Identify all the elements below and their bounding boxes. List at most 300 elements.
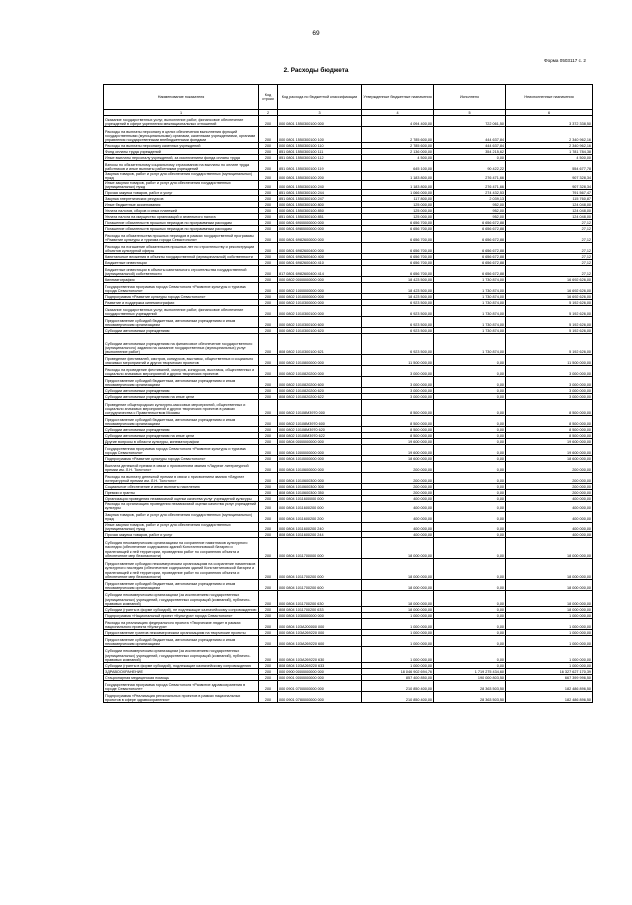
table-row (104, 283, 593, 294)
row-executed: 1 730 874,00 (434, 294, 506, 300)
row-indicator-name: Иные бюджетные ассигнования (104, 202, 259, 208)
row-unexecuted: 5 192 626,00 (506, 306, 593, 317)
table-row (104, 691, 593, 702)
row-indicator-name: Предоставление субсидий бюджетным, автономным учреждениям и иным некоммерческим организациям (104, 377, 259, 388)
row-executed: 1 730 874,00 (434, 306, 506, 317)
row-approved: 1 000 000,00 (362, 612, 434, 618)
row-approved: 1 066 000,00 (362, 190, 434, 196)
row-indicator-name: Уплата налога на имущество организаций и земельного налога (104, 214, 259, 220)
row-unexecuted: 8 500 000,00 (506, 433, 593, 439)
table-row (104, 537, 593, 558)
row-executed: 722 061,50 (434, 116, 506, 127)
row-line-code: 200 (259, 127, 278, 143)
row-classification-code: 851 0801 1550300100 244 (278, 190, 362, 196)
row-executed: 0,00 (434, 531, 506, 537)
row-executed: 1 730 874,00 (434, 300, 506, 306)
row-executed: 0,00 (434, 484, 506, 490)
row-unexecuted: 3 000 000,00 (506, 366, 593, 377)
row-indicator-name: Закупка энергетических ресурсов (104, 196, 259, 202)
row-line-code: 200 (259, 116, 278, 127)
row-executed: 0,00 (434, 629, 506, 635)
row-approved: 117 800,00 (362, 196, 434, 202)
row-executed: 0,00 (434, 606, 506, 612)
row-approved: 18 423 500,00 (362, 283, 434, 294)
row-line-code: 200 (259, 328, 278, 334)
row-indicator-name: Закупка товаров, работ и услуг для обеспечения государственных (муниципальных) нужд (104, 172, 259, 181)
row-line-code: 200 (259, 317, 278, 328)
row-approved: 210 850 400,00 (362, 691, 434, 702)
row-classification-code: 000 0804 1011700200 000 (278, 558, 362, 579)
expenditure-table (103, 84, 593, 703)
row-line-code: 200 (259, 445, 278, 456)
row-classification-code: 000 0801 1550300100 110 (278, 143, 362, 149)
row-executed: 0,00 (434, 646, 506, 662)
row-approved: 6 656 700,00 (362, 254, 434, 260)
row-classification-code: 000 0802 1010820200 620 (278, 388, 362, 394)
row-line-code: 200 (259, 232, 278, 243)
row-line-code: 200 (259, 511, 278, 522)
row-executed: 1 730 874,00 (434, 328, 506, 334)
row-indicator-name: Погашение обязательств прошлых периодов по программным расходам (104, 220, 259, 226)
table-row (104, 416, 593, 427)
row-indicator-name: Предоставление грантов некоммерческим организациям на творческие проекты (104, 629, 259, 635)
row-line-code: 200 (259, 334, 278, 355)
row-approved: 3 000 000,00 (362, 366, 434, 377)
row-classification-code: 000 0801 6980000000 000 (278, 226, 362, 232)
row-classification-code: 000 0801 1550300100 850 (278, 208, 362, 214)
table-row (104, 366, 593, 377)
row-executed: 0,00 (434, 612, 506, 618)
row-classification-code: 000 0901 0780000000 000 (278, 691, 362, 702)
row-unexecuted: 27,12 (506, 220, 593, 226)
row-indicator-name: Субсидии автономным учреждениям на иные цели (104, 433, 259, 439)
row-unexecuted: 1 000 000,00 (506, 662, 593, 668)
header-classification-code: Код расхода по бюджетной классификации (278, 85, 362, 110)
table-row (104, 161, 593, 172)
row-executed: 0,00 (434, 618, 506, 629)
page-number: 69 (312, 30, 320, 37)
row-line-code: 200 (259, 427, 278, 433)
row-line-code: 200 (259, 260, 278, 266)
table-row (104, 579, 593, 590)
row-line-code: 200 (259, 394, 278, 400)
row-unexecuted: 27,12 (506, 243, 593, 254)
row-line-code: 200 (259, 306, 278, 317)
row-approved: 1 183 800,00 (362, 172, 434, 181)
row-indicator-name: Государственная программа города Севастополя «Развитие здравоохранения в городе Севастополе» (104, 680, 259, 691)
row-indicator-name: Закупка товаров, работ и услуг для обеспечения государственных (муниципальных) нужд (104, 511, 259, 522)
row-classification-code: 851 0801 1550300100 111 (278, 149, 362, 155)
row-approved: 400 000,00 (362, 502, 434, 511)
row-unexecuted: 16 327 627 170,39 (506, 668, 593, 674)
table-row (104, 181, 593, 190)
row-executed: 6 656 672,88 (434, 243, 506, 254)
row-line-code: 200 (259, 439, 278, 445)
row-unexecuted: 18 000 000,00 (506, 579, 593, 590)
row-indicator-name: Субсидии автономным учреждениям на иные цели (104, 394, 259, 400)
row-indicator-name: Иные закупки товаров, работ и услуг для обеспечения государственных (муниципальных) нужд (104, 181, 259, 190)
row-executed: 0,00 (434, 558, 506, 579)
row-line-code: 200 (259, 226, 278, 232)
row-classification-code: 000 0804 1011700000 000 (278, 537, 362, 558)
row-unexecuted: 791 567,47 (506, 190, 593, 196)
row-approved: 18 600 000,00 (362, 456, 434, 462)
row-approved: 18 046 902 694,76 (362, 668, 434, 674)
row-unexecuted: 27,12 (506, 232, 593, 243)
row-executed: 444 637,84 (434, 143, 506, 149)
row-approved: 200 000,00 (362, 473, 434, 484)
row-executed: 28 363 503,50 (434, 691, 506, 702)
row-line-code: 200 (259, 355, 278, 366)
row-unexecuted: 27,12 (506, 260, 593, 266)
table-row (104, 400, 593, 416)
row-line-code: 200 (259, 266, 278, 277)
row-line-code: 200 (259, 691, 278, 702)
row-classification-code: 000 0802 1010300100 000 (278, 306, 362, 317)
row-approved: 857 400 850,00 (362, 674, 434, 680)
row-indicator-name: Социальное обеспечение и иные выплаты населению (104, 484, 259, 490)
row-approved: 6 656 700,00 (362, 226, 434, 232)
row-executed: 6 656 672,88 (434, 226, 506, 232)
row-indicator-name: Субсидии (гранты в форме субсидий), не подлежащие казначейскому сопровождению (104, 606, 259, 612)
row-unexecuted: 18 000 000,00 (506, 558, 593, 579)
row-unexecuted: 16 692 626,00 (506, 294, 593, 300)
row-indicator-name: Государственная программа города Севастополя «Развитие культуры и туризма города Севастополя» (104, 445, 259, 456)
row-unexecuted: 5 192 626,00 (506, 317, 593, 328)
table-row (104, 522, 593, 531)
row-indicator-name: Иные закупки товаров, работ и услуг для обеспечения государственных (муниципальных) нужд (104, 522, 259, 531)
row-indicator-name: Бюджетные инвестиции в объекты капитального строительства государственной (муниципальной) собственности (104, 266, 259, 277)
row-line-code: 200 (259, 612, 278, 618)
header-line-code: Код строки (259, 85, 278, 110)
row-line-code: 200 (259, 456, 278, 462)
row-unexecuted: 400 000,00 (506, 502, 593, 511)
row-indicator-name: Проведение фестивалей, смотров, конкурсов, выставок, общественных и социально значимых мероприятий и других творческих проектов (104, 355, 259, 366)
row-approved: 3 000 000,00 (362, 377, 434, 388)
row-line-code: 200 (259, 646, 278, 662)
row-indicator-name: ЗДРАВООХРАНЕНИЕ (104, 668, 259, 674)
row-executed: 0,00 (434, 537, 506, 558)
row-classification-code: 000 0801 6982600400 000 (278, 243, 362, 254)
row-indicator-name: Расходы на обязательства прошлых периодов в рамках государственной программы «Развитие культуры и туризма города Севастополя» (104, 232, 259, 243)
table-row (104, 355, 593, 366)
row-line-code: 200 (259, 502, 278, 511)
row-executed: 0,00 (434, 445, 506, 456)
row-unexecuted: 1 781 784,38 (506, 149, 593, 155)
row-classification-code: 000 0801 6982600400 400 (278, 254, 362, 260)
row-unexecuted: 1 000 000,00 (506, 618, 593, 629)
row-line-code: 200 (259, 558, 278, 579)
row-unexecuted: 554 677,78 (506, 161, 593, 172)
row-approved: 8 500 000,00 (362, 400, 434, 416)
row-approved: 1 000 000,00 (362, 635, 434, 646)
row-executed: 90 422,22 (434, 161, 506, 172)
row-approved: 400 000,00 (362, 511, 434, 522)
row-indicator-name: Развитие и поддержка кинематографии (104, 300, 259, 306)
table-row (104, 635, 593, 646)
row-executed: 0,00 (434, 377, 506, 388)
row-classification-code: 000 0804 1011700200 630 (278, 590, 362, 606)
row-line-code: 200 (259, 181, 278, 190)
row-indicator-name: Погашение обязательств прошлых периодов по программным расходам (104, 226, 259, 232)
row-classification-code: 817 0801 6982600400 414 (278, 266, 362, 277)
row-indicator-name: Расходы на организацию проведения независимой оценки качества услуг учреждений культуры (104, 502, 259, 511)
row-classification-code: 808 0804 1011600200 244 (278, 531, 362, 537)
row-unexecuted: 1 000 000,00 (506, 612, 593, 618)
row-approved: 19 600 000,00 (362, 445, 434, 456)
row-unexecuted: 8 500 000,00 (506, 416, 593, 427)
row-indicator-name: Взносы по обязательному социальному страхованию на выплаты по оплате труда работников и иные выплаты работникам учреждений (104, 161, 259, 172)
row-unexecuted: 2 340 962,16 (506, 143, 593, 149)
row-line-code: 200 (259, 490, 278, 496)
row-approved: 2 785 600,00 (362, 127, 434, 143)
column-number: 5 (434, 110, 506, 116)
row-executed: 6 656 672,88 (434, 260, 506, 266)
row-line-code: 200 (259, 537, 278, 558)
row-line-code: 200 (259, 208, 278, 214)
row-unexecuted: 124 048,00 (506, 214, 593, 220)
row-classification-code: 000 0804 1011600200 200 (278, 511, 362, 522)
table-row (104, 558, 593, 579)
table-row (104, 445, 593, 456)
row-classification-code: 000 0804 0000000000 000 (278, 439, 362, 445)
row-executed: 0,00 (434, 496, 506, 502)
row-classification-code: 000 0801 1550300100 200 (278, 172, 362, 181)
row-executed: 0,00 (434, 355, 506, 366)
row-indicator-name: Оказание государственных услуг, выполнение работ, финансовое обеспечение учреждений в сфере укрепления межнациональных отношений (104, 116, 259, 127)
row-approved: 210 850 400,00 (362, 680, 434, 691)
table-row (104, 127, 593, 143)
row-line-code: 200 (259, 531, 278, 537)
row-approved: 1 000 000,00 (362, 618, 434, 629)
row-unexecuted: 3 000 000,00 (506, 394, 593, 400)
row-line-code: 200 (259, 190, 278, 196)
row-indicator-name: Субсидии автономным учреждениям (104, 328, 259, 334)
row-executed: 1 719 275 434,60 (434, 668, 506, 674)
row-line-code: 200 (259, 277, 278, 283)
row-classification-code: 000 0801 6900000000 000 (278, 220, 362, 226)
row-executed: 0,00 (434, 433, 506, 439)
row-classification-code: 000 0901 0700000000 000 (278, 680, 362, 691)
row-indicator-name: Субсидия некоммерческим организациям на сохранение памятников культурного наследия (обеспечение содержания зданий Константиновской батареи и прилегающей к ней территории, проведения работ по сохранению объекта и обеспечение мер безопасности) (104, 537, 259, 558)
row-executed: 1 730 874,00 (434, 334, 506, 355)
row-line-code: 200 (259, 254, 278, 260)
row-approved: 8 500 000,00 (362, 433, 434, 439)
row-line-code: 200 (259, 473, 278, 484)
row-executed: 190 000 803,50 (434, 674, 506, 680)
row-indicator-name: Предоставление субсидии некоммерческим организациям на сохранение памятников культурного наследия (обеспечение содержания зданий Константиновской батареи и прилегающей к ней территории, проведение работ по сохранению объекта и обеспечение мер безопасности) (104, 558, 259, 579)
row-classification-code: 000 0804 1030000000 000 (278, 612, 362, 618)
row-line-code: 200 (259, 674, 278, 680)
row-indicator-name: Подпрограмма «Развитие культуры города Севастополя» (104, 456, 259, 462)
row-unexecuted: 182 486 896,50 (506, 680, 593, 691)
row-executed: 0,00 (434, 490, 506, 496)
row-line-code: 200 (259, 629, 278, 635)
row-approved: 18 000 000,00 (362, 558, 434, 579)
row-executed: 2 039,13 (434, 196, 506, 202)
row-approved: 2 785 600,00 (362, 143, 434, 149)
row-approved: 4 094 400,00 (362, 116, 434, 127)
row-indicator-name: Подпрограмма «Национальный проект «Культура» города Севастополя» (104, 612, 259, 618)
row-classification-code: 000 0804 103A269220 600 (278, 635, 362, 646)
row-unexecuted: 3 000 000,00 (506, 377, 593, 388)
row-approved: 1 000 000,00 (362, 662, 434, 668)
row-classification-code: 000 0804 103A200000 000 (278, 618, 362, 629)
row-line-code: 200 (259, 618, 278, 629)
row-classification-code: 000 0802 1010300100 620 (278, 328, 362, 334)
row-unexecuted: 27,12 (506, 266, 593, 277)
row-unexecuted: 400 000,00 (506, 496, 593, 502)
column-number: 4 (362, 110, 434, 116)
row-executed: 0,00 (434, 400, 506, 416)
table-header-row (104, 85, 593, 110)
row-unexecuted: 182 486 896,50 (506, 691, 593, 702)
row-unexecuted: 1 000 000,00 (506, 646, 593, 662)
row-executed: 0,00 (434, 511, 506, 522)
row-indicator-name: Стационарная медицинская помощь (104, 674, 259, 680)
row-line-code: 200 (259, 522, 278, 531)
row-executed: 0,00 (434, 473, 506, 484)
table-row (104, 377, 593, 388)
row-executed: 6 656 672,88 (434, 254, 506, 260)
row-unexecuted: 400 000,00 (506, 511, 593, 522)
row-executed: 1 730 874,00 (434, 283, 506, 294)
row-indicator-name: Иные выплаты персоналу учреждений, за исключением фонда оплаты труда (104, 155, 259, 161)
row-executed: 0,00 (434, 427, 506, 433)
row-line-code: 200 (259, 606, 278, 612)
row-indicator-name: Субсидии некоммерческим организациям (за исключением государственных (муниципальных) учреждений, государственных корпораций (компаний), публично-правовых компаний) (104, 646, 259, 662)
row-classification-code: 000 0804 1011600000 000 (278, 496, 362, 502)
column-number: 2 (259, 110, 278, 116)
row-unexecuted: 18 000 000,00 (506, 606, 593, 612)
row-executed: 952,00 (434, 202, 506, 208)
row-executed: 0,00 (434, 502, 506, 511)
row-approved: 645 100,00 (362, 161, 434, 172)
row-approved: 18 423 500,00 (362, 277, 434, 283)
table-row (104, 502, 593, 511)
row-approved: 18 000 000,00 (362, 590, 434, 606)
row-line-code: 200 (259, 680, 278, 691)
row-line-code: 200 (259, 462, 278, 473)
section-title: 2. Расходы бюджета (283, 67, 349, 74)
row-classification-code: 000 0801 1550300100 000 (278, 116, 362, 127)
row-classification-code: 000 0801 1550300100 800 (278, 202, 362, 208)
row-unexecuted: 16 692 626,00 (506, 283, 593, 294)
row-unexecuted: 18 600 000,00 (506, 456, 593, 462)
row-indicator-name: Организация проведения независимой оценки качества услуг учреждений культуры (104, 496, 259, 502)
column-number: 6 (506, 110, 593, 116)
row-classification-code: 000 0802 10108M3970 620 (278, 427, 362, 433)
row-unexecuted: 124 048,00 (506, 202, 593, 208)
row-approved: 3 000 000,00 (362, 394, 434, 400)
table-row (104, 590, 593, 606)
row-executed: 0,00 (434, 439, 506, 445)
row-classification-code: 000 0804 103A269220 630 (278, 646, 362, 662)
row-classification-code: 000 0804 1000000000 000 (278, 445, 362, 456)
row-unexecuted: 200 000,00 (506, 484, 593, 490)
table-row (104, 172, 593, 181)
row-indicator-name: Субсидии автономным учреждениям на финансовое обеспечение государственного (муниципального) задания на оказание государственных (муниципальных) услуг (выполнение работ) (104, 334, 259, 355)
header-unexecuted: Неисполненные назначения (506, 85, 593, 110)
row-approved: 1 183 800,00 (362, 181, 434, 190)
row-approved: 400 000,00 (362, 531, 434, 537)
row-line-code: 200 (259, 635, 278, 646)
row-indicator-name: Субсидии автономным учреждениям (104, 427, 259, 433)
row-approved: 200 000,00 (362, 484, 434, 490)
row-unexecuted: 115 760,87 (506, 196, 593, 202)
row-classification-code: 000 0802 10108M3970 600 (278, 416, 362, 427)
row-classification-code: 000 0804 1011600200 240 (278, 522, 362, 531)
row-executed: 6 656 672,88 (434, 266, 506, 277)
row-line-code: 200 (259, 202, 278, 208)
row-classification-code: 808 0802 10108M3970 622 (278, 433, 362, 439)
row-unexecuted: 2 340 962,16 (506, 127, 593, 143)
row-indicator-name: Капитальные вложения в объекты государственной (муниципальной) собственности (104, 254, 259, 260)
row-unexecuted: 27,12 (506, 254, 593, 260)
row-unexecuted: 667 399 996,50 (506, 674, 593, 680)
row-executed: 276 471,66 (434, 172, 506, 181)
row-indicator-name: Государственная программа города Севастополя «Развитие культуры и туризма города Севастополя» (104, 283, 259, 294)
row-unexecuted: 200 000,00 (506, 490, 593, 496)
table-row (104, 116, 593, 127)
row-indicator-name: Расходы на реализацию федерального проекта «Творческие люди» в рамках национального проекта «Культура» (104, 618, 259, 629)
table-row (104, 317, 593, 328)
row-executed: 0,00 (434, 590, 506, 606)
row-indicator-name: Субсидии автономным учреждениям (104, 388, 259, 394)
row-executed: 274 432,53 (434, 190, 506, 196)
row-approved: 400 000,00 (362, 522, 434, 531)
row-unexecuted: 4 500,00 (506, 155, 593, 161)
row-classification-code: 000 0802 1010820200 000 (278, 366, 362, 377)
row-classification-code: 000 0804 1011600200 000 (278, 502, 362, 511)
row-approved: 8 500 000,00 (362, 416, 434, 427)
row-unexecuted: 200 000,00 (506, 462, 593, 473)
table-row (104, 680, 593, 691)
row-indicator-name: Прочая закупка товаров, работ и услуг (104, 531, 259, 537)
table-row (104, 618, 593, 629)
row-approved: 6 656 700,00 (362, 232, 434, 243)
row-classification-code: 000 0802 0000000000 000 (278, 277, 362, 283)
table-row (104, 511, 593, 522)
row-line-code: 200 (259, 283, 278, 294)
row-approved: 4 500,00 (362, 155, 434, 161)
row-indicator-name: Расходы на выплату денежной премии в связи с присвоением звания «Лауреат литературной премии им. Л.Н. Толстого» (104, 473, 259, 484)
row-approved: 6 656 700,00 (362, 266, 434, 277)
row-classification-code: 000 0804 1010600000 000 (278, 462, 362, 473)
row-indicator-name: Фонд оплаты труда учреждений (104, 149, 259, 155)
row-executed: 276 471,66 (434, 181, 506, 190)
column-number: 1 (104, 110, 259, 116)
row-indicator-name: Субсидии некоммерческим организациям (за исключением государственных (муниципальных) учреждений, государственных корпораций (компаний), публично-правовых компаний) (104, 590, 259, 606)
row-approved: 6 923 500,00 (362, 300, 434, 306)
row-executed: 0,00 (434, 394, 506, 400)
row-unexecuted: 200 000,00 (506, 473, 593, 484)
row-indicator-name: Предоставление субсидий бюджетным, автономным учреждениям и иным некоммерческим организациям (104, 635, 259, 646)
row-executed: 28 363 503,50 (434, 680, 506, 691)
row-classification-code: 808 0804 1011700200 633 (278, 606, 362, 612)
row-classification-code: 000 0801 1550300100 240 (278, 181, 362, 190)
row-unexecuted: 18 000 000,00 (506, 590, 593, 606)
row-unexecuted: 5 192 626,00 (506, 334, 593, 355)
row-executed: 0,00 (434, 416, 506, 427)
row-executed: 0,00 (434, 456, 506, 462)
row-classification-code: 000 0802 1010800000 000 (278, 355, 362, 366)
row-classification-code: 000 0804 1010600300 300 (278, 484, 362, 490)
row-line-code: 200 (259, 161, 278, 172)
header-indicator-name: Наименование показателя (104, 85, 259, 110)
row-approved: 6 656 700,00 (362, 260, 434, 266)
row-executed: 0,00 (434, 155, 506, 161)
